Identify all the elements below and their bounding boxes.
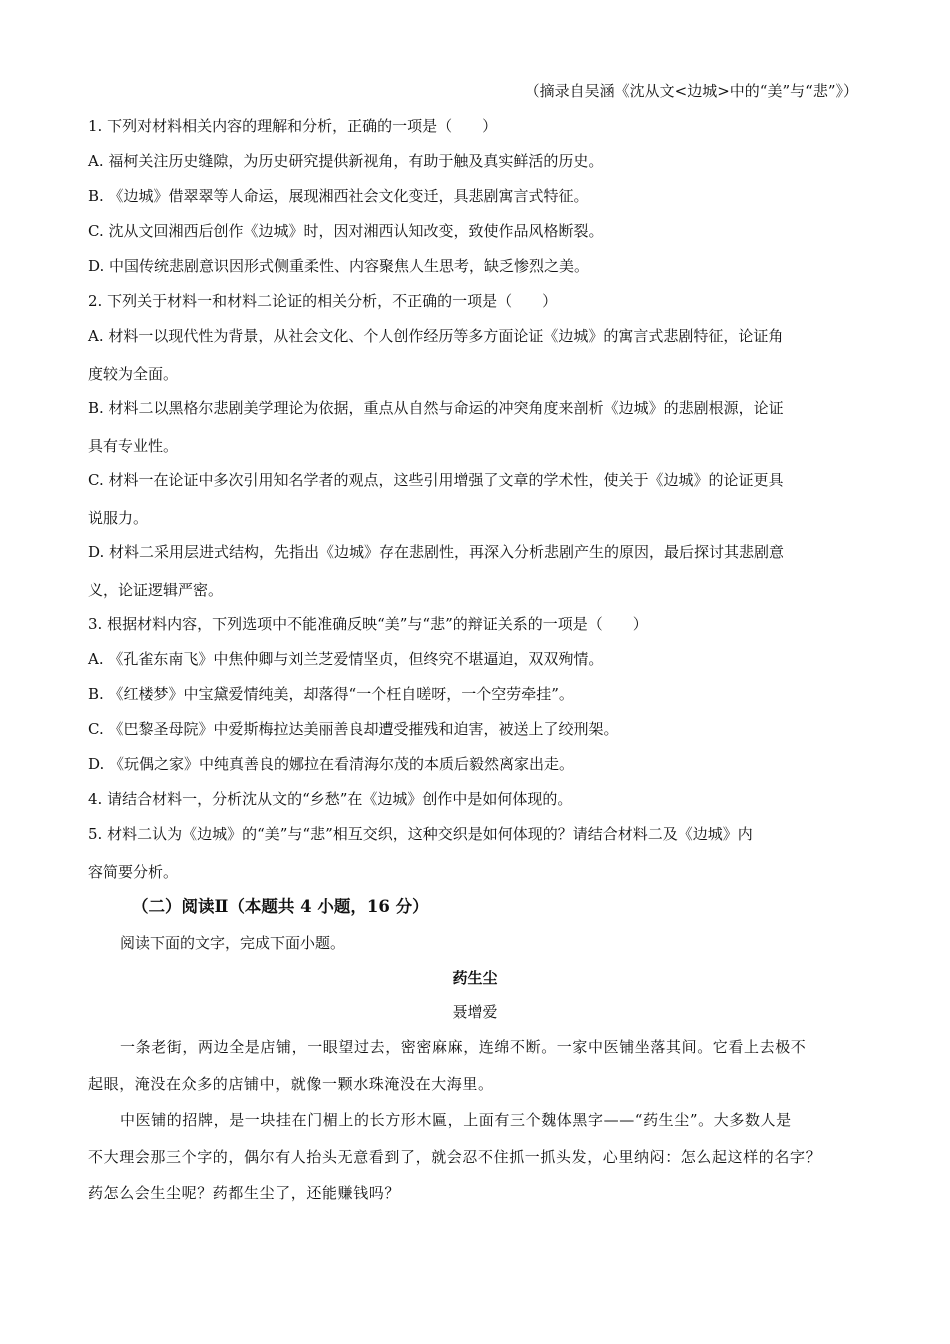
question-1-option-c: C. 沈从文回湘西后创作《边城》时，因对湘西认知改变，致使作品风格断裂。 <box>88 222 604 240</box>
question-2-option-a-line2: 度较为全面。 <box>88 365 179 383</box>
story-paragraph-1-line2: 起眼，淹没在众多的店铺中，就像一颗水珠淹没在大海里。 <box>88 1075 494 1093</box>
question-1-stem: 1. 下列对材料相关内容的理解和分析，正确的一项是（ ） <box>88 117 498 135</box>
story-paragraph-1-line1: 一条老街，两边全是店铺，一眼望过去，密密麻麻，连绵不断。一家中医铺坐落其间。它看上去极不 <box>120 1038 807 1056</box>
section-heading: （二）阅读Ⅱ（本题共 4 小题，16 分） <box>132 897 429 916</box>
question-3-option-d: D. 《玩偶之家》中纯真善良的娜拉在看清海尔茂的本质后毅然离家出走。 <box>88 755 575 773</box>
question-1-option-d: D. 中国传统悲剧意识因形式侧重柔性、内容聚焦人生思考，缺乏惨烈之美。 <box>88 257 590 275</box>
question-2-option-d-line1: D. 材料二采用层进式结构，先指出《边城》存在悲剧性，再深入分析悲剧产生的原因，最后探讨其悲剧意 <box>88 543 785 561</box>
question-3-stem: 3. 根据材料内容，下列选项中不能准确反映“美”与“悲”的辩证关系的一项是（ ） <box>88 615 648 633</box>
question-2-option-c-line1: C. 材料一在论证中多次引用知名学者的观点，这些引用增强了文章的学术性，使关于《边城》的论证更具 <box>88 471 784 489</box>
question-2-option-b-line2: 具有专业性。 <box>88 437 179 455</box>
question-3-option-c: C. 《巴黎圣母院》中爱斯梅拉达美丽善良却遭受摧残和迫害，被送上了绞刑架。 <box>88 720 619 738</box>
story-author: 聂增爱 <box>452 1003 498 1021</box>
question-5-line1: 5. 材料二认为《边城》的“美”与“悲”相互交织，这种交织是如何体现的？请结合材料二及《边城》内 <box>88 825 753 843</box>
question-2-stem: 2. 下列关于材料一和材料二论证的相关分析，不正确的一项是（ ） <box>88 292 558 310</box>
source-citation: （摘录自吴涵《沈从文<边城>中的“美”与“悲”》） <box>524 82 858 100</box>
question-3-option-a: A. 《孔雀东南飞》中焦仲卿与刘兰芝爱情坚贞，但终究不堪逼迫，双双殉情。 <box>88 650 604 668</box>
question-2-option-b-line1: B. 材料二以黑格尔悲剧美学理论为依据，重点从自然与命运的冲突角度来剖析《边城》的悲剧根源，论证 <box>88 399 784 417</box>
question-5-line2: 容简要分析。 <box>88 863 179 881</box>
story-title: 药生尘 <box>452 969 498 987</box>
story-paragraph-2-line3: 药怎么会生尘呢？药都生尘了，还能赚钱吗？ <box>88 1184 401 1202</box>
question-1-option-b: B. 《边城》借翠翠等人命运，展现湘西社会文化变迁，具悲剧寓言式特征。 <box>88 187 589 205</box>
question-1-option-a: A. 福柯关注历史缝隙，为历史研究提供新视角，有助于触及真实鲜活的历史。 <box>88 152 604 170</box>
reading-instruction: 阅读下面的文字，完成下面小题。 <box>120 934 346 952</box>
question-4: 4. 请结合材料一，分析沈从文的“乡愁”在《边城》创作中是如何体现的。 <box>88 790 573 808</box>
story-paragraph-2-line2: 不大理会那三个字的，偶尔有人抬头无意看到了，就会忍不住抓一抓头发，心里纳闷：怎么起这样的名字？ <box>88 1148 822 1166</box>
question-2-option-d-line2: 义，论证逻辑严密。 <box>88 581 224 599</box>
question-3-option-b: B. 《红楼梦》中宝黛爱情纯美，却落得“一个枉自嗟呀，一个空劳牵挂”。 <box>88 685 574 703</box>
question-2-option-a-line1: A. 材料一以现代性为背景，从社会文化、个人创作经历等多方面论证《边城》的寓言式悲剧特征，论证角 <box>88 327 784 345</box>
question-2-option-c-line2: 说服力。 <box>88 509 149 527</box>
story-paragraph-2-line1: 中医铺的招牌，是一块挂在门楣上的长方形木匾，上面有三个魏体黑字——“药生尘”。大多数人是 <box>120 1111 792 1129</box>
